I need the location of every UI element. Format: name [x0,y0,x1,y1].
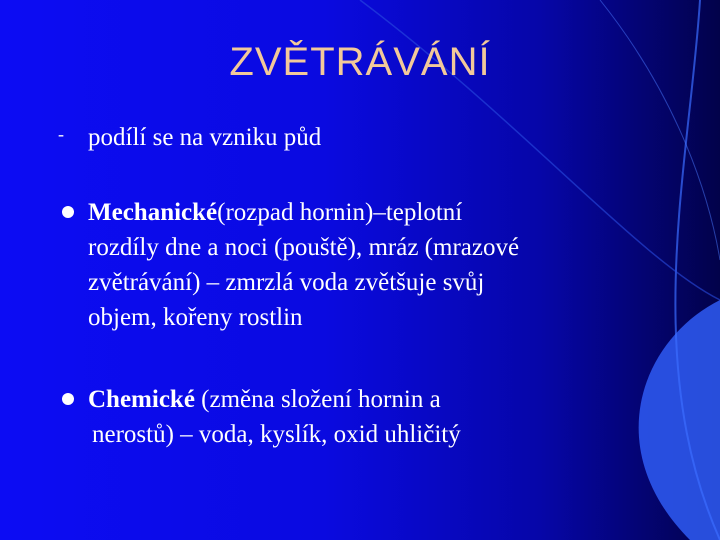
bullet-item-1-text: podílí se na vzniku půd [88,124,322,151]
bullet-item-3-lead-rest: (změna složení hornin a [194,386,441,413]
bullet-dot-icon [62,393,74,405]
bullet-item-3 [88,382,461,452]
slide-title: ZVĚTRÁVÁNÍ [229,40,491,84]
bullet-item-2-line: zvětrávání) – zmrzlá voda zvětšuje svůj [88,269,485,296]
bullet-item-3-first-line [88,382,461,417]
bullet-item-3-line: nerostů) – voda, kyslík, oxid uhličitý [92,421,461,448]
bullet-item-3-lead: Chemické [88,386,195,413]
bullet-item-2-line: objem, kořeny rostlin [88,304,303,331]
dash-bullet: - [58,124,64,144]
bullet-item-2 [88,195,519,335]
bullet-dot-icon [62,206,74,218]
bullet-item-2-first-line [88,195,519,230]
bullet-item-2-line: rozdíly dne a noci (pouště), mráz (mrazové [88,234,520,261]
bullet-item-2-lead: Mechanické [88,199,218,226]
bullet-item-2-lead-rest: (rozpad hornin)–teplotní [217,199,463,226]
bullet-item-1 [88,120,321,155]
